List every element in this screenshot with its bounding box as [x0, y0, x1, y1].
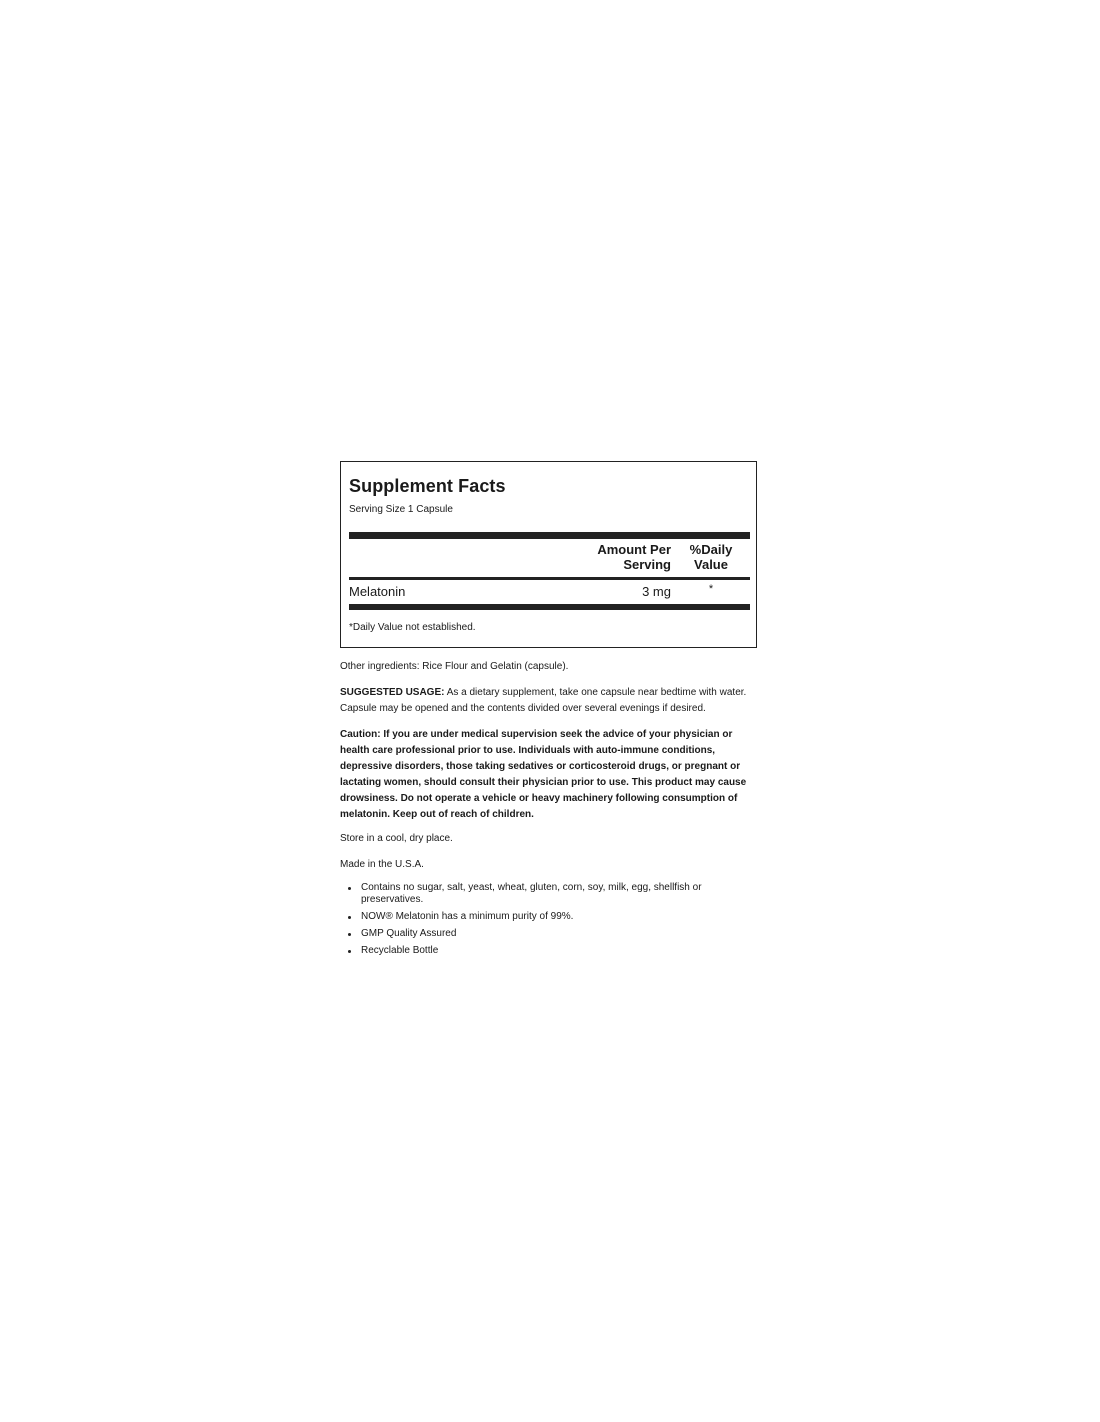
serving-size: Serving Size 1 Capsule: [349, 504, 453, 515]
bullet-icon: [348, 916, 351, 919]
list-item: GMP Quality Assured: [345, 928, 725, 940]
bullet-icon: [348, 933, 351, 936]
daily-value-footnote: *Daily Value not established.: [349, 622, 476, 633]
nutrient-name: Melatonin: [349, 584, 406, 599]
list-item: NOW® Melatonin has a minimum purity of 99%.: [345, 911, 725, 923]
thick-divider-top: [349, 532, 750, 539]
thick-divider-bottom: [349, 604, 750, 610]
suggested-usage: [340, 685, 760, 717]
nutrient-amount: 3 mg: [642, 584, 671, 599]
caution-text: Caution: If you are under medical supervision seek the advice of your physician or health care professional prior to use. Individuals with auto-immune conditions, depressive disorders, those taking sedatives or corticosteroid drugs, or pregnant or lactating women, should consult their physician prior to use. This product may cause drowsiness. Do not operate a vehicle or heavy machinery following consumption of melatonin. Keep out of reach of children.: [340, 729, 747, 820]
daily-value-header: %Daily Value: [689, 542, 733, 572]
supplement-facts-title: Supplement Facts: [349, 476, 506, 496]
bullet-icon: [348, 950, 351, 953]
suggested-usage-label: SUGGESTED USAGE:: [340, 687, 445, 698]
list-item: Contains no sugar, salt, yeast, wheat, gluten, corn, soy, milk, egg, shellfish or preservatives.: [345, 882, 725, 906]
origin-text: Made in the U.S.A.: [340, 859, 424, 870]
nutrient-daily-value: *: [708, 583, 714, 595]
divider-middle: [349, 577, 750, 580]
other-ingredients: Other ingredients: Rice Flour and Gelatin (capsule).: [340, 661, 569, 672]
features-list: [345, 882, 725, 962]
storage-text: Store in a cool, dry place.: [340, 833, 453, 844]
bullet-icon: [348, 887, 351, 890]
supplement-facts-panel: [340, 461, 757, 648]
suggested-usage-text: As a dietary supplement, take one capsule near bedtime with water. Capsule may be opened and the contents divided over several evenings if desired.: [340, 687, 747, 714]
list-item: Recyclable Bottle: [345, 945, 725, 957]
amount-per-serving-header: Amount Per Serving: [597, 542, 671, 572]
